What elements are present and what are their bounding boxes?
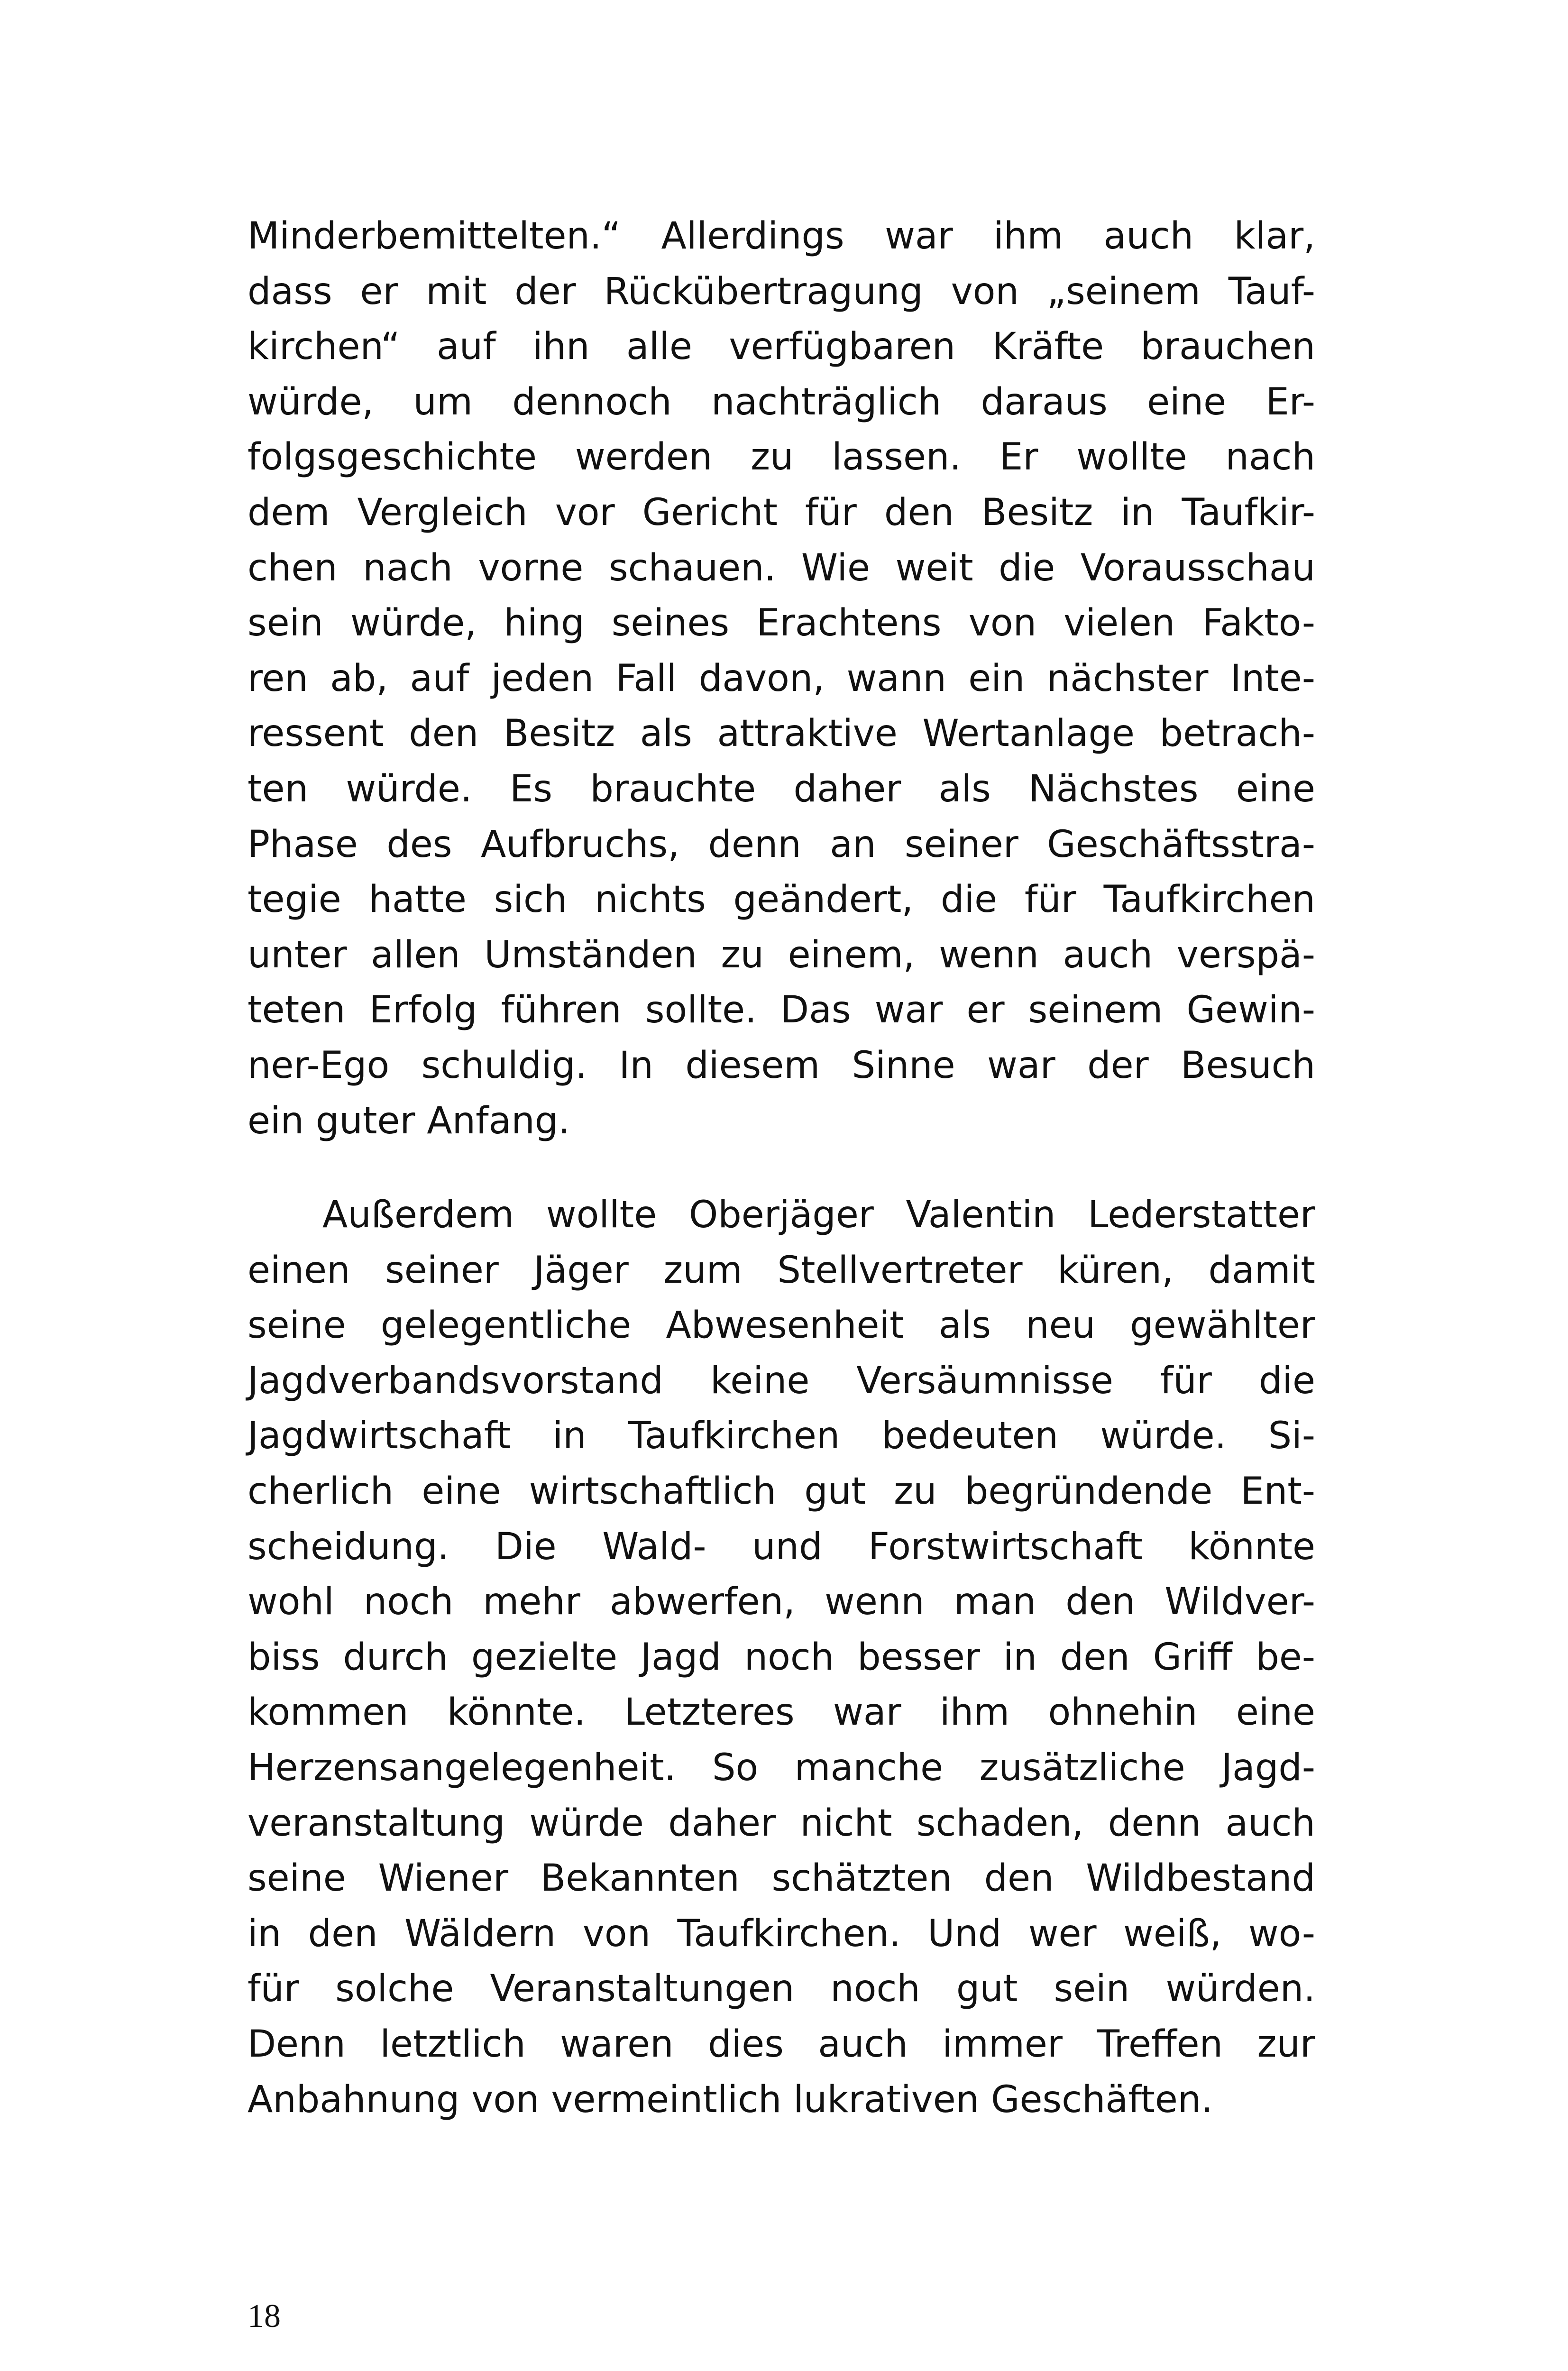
text-line: Außerdem wollte Oberjäger Valentin Lederstatter (322, 1194, 1315, 1236)
text-line: dass er mit der Rückübertragung von „seinem Tauf- (248, 270, 1315, 313)
text-line: einen seiner Jäger zum Stellvertreter küren, damit (248, 1249, 1315, 1292)
text-line: ressent den Besitz als attraktive Wertanlage betrach- (248, 712, 1315, 755)
text-line: unter allen Umständen zu einem, wenn auch verspä- (248, 933, 1315, 976)
text-line: Phase des Aufbruchs, denn an seiner Geschäftsstra- (248, 823, 1315, 866)
text-line: veranstaltung würde daher nicht schaden, denn auch (248, 1801, 1315, 1845)
text-line: sein würde, hing seines Erachtens von vielen Fakto- (248, 602, 1315, 645)
text-line: biss durch gezielte Jagd noch besser in den Griff be- (248, 1636, 1315, 1679)
text-line: Jagdwirtschaft in Taufkirchen bedeuten würde. Si- (248, 1415, 1315, 1458)
text-line: ren ab, auf jeden Fall davon, wann ein nächster Inte- (248, 657, 1315, 700)
text-line: in den Wäldern von Taufkirchen. Und wer weiß, wo- (248, 1912, 1315, 1955)
text-line: Denn letztlich waren dies auch immer Treffen zur (248, 2022, 1315, 2066)
paragraph-1 (248, 209, 1315, 1149)
text-line: dem Vergleich vor Gericht für den Besitz in Taufkir- (248, 491, 1315, 534)
text-line: kirchen“ auf ihn alle verfügbaren Kräfte brauchen (248, 325, 1315, 368)
text-line: Minderbemittelten.“ Allerdings war ihm auch klar, (248, 215, 1315, 257)
text-line: für solche Veranstaltungen noch gut sein würden. (248, 1967, 1315, 2011)
text-line: scheidung. Die Wald- und Forstwirtschaft könnte (248, 1525, 1315, 1568)
text-line: Jagdverbandsvorstand keine Versäumnisse für die (248, 1359, 1315, 1402)
text-line: folgsgeschichte werden zu lassen. Er wollte nach (248, 436, 1315, 479)
text-line: cherlich eine wirtschaftlich gut zu begründende Ent- (248, 1470, 1315, 1513)
text-line: Herzensangelegenheit. So manche zusätzliche Jagd- (248, 1746, 1315, 1789)
text-line: ner-Ego schuldig. In diesem Sinne war der Besuch (248, 1044, 1315, 1087)
text-line: seine Wiener Bekannten schätzten den Wildbestand (248, 1857, 1315, 1900)
text-line: tegie hatte sich nichts geändert, die für Taufkirchen (248, 878, 1315, 921)
page-number: 18 (248, 2298, 281, 2334)
text-line: ein guter Anfang. (248, 1099, 570, 1142)
text-line: wohl noch mehr abwerfen, wenn man den Wildver- (248, 1581, 1315, 1624)
text-line: kommen könnte. Letzteres war ihm ohnehin eine (248, 1691, 1315, 1734)
text-line: würde, um dennoch nachträglich daraus eine Er- (248, 380, 1315, 423)
text-line: teten Erfolg führen sollte. Das war er seinem Gewin- (248, 989, 1315, 1032)
text-line: ten würde. Es brauchte daher als Nächstes eine (248, 767, 1315, 810)
text-line: Anbahnung von vermeintlich lukrativen Geschäften. (248, 2078, 1213, 2121)
text-line: chen nach vorne schauen. Wie weit die Vorausschau (248, 546, 1315, 589)
paragraph-2 (248, 1187, 1315, 2127)
text-line: seine gelegentliche Abwesenheit als neu gewählter (248, 1304, 1315, 1347)
